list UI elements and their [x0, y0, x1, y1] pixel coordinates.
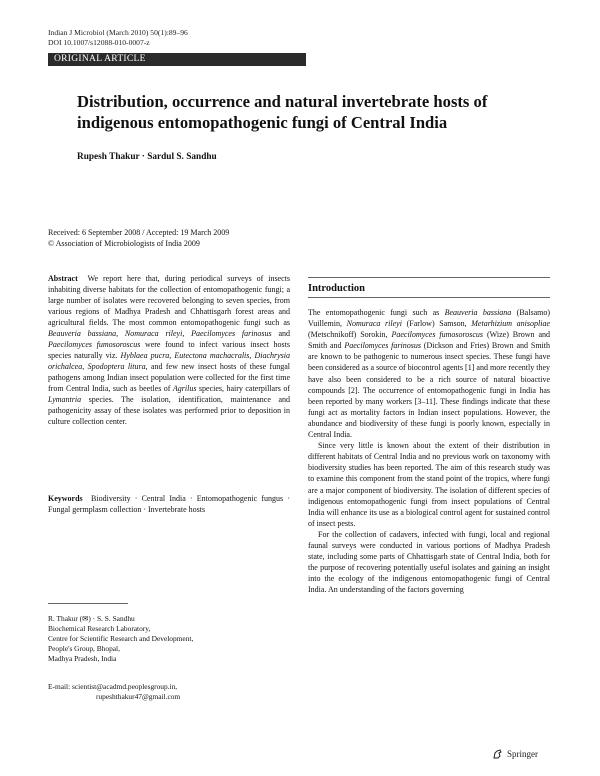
intro-divider-bottom: [308, 297, 550, 298]
email-label: E-mail:: [48, 682, 73, 691]
body-text: (Wize) Brown and Smith and: [308, 330, 551, 351]
species-name: Beauveria bassiana, Nomuraca rileyi, Paecilomyces farinosus: [48, 329, 272, 338]
journal-reference: [48, 28, 188, 48]
introduction-body: [308, 307, 550, 595]
authors: Rupesh Thakur · Sardul S. Sandhu: [77, 152, 217, 162]
affiliation-line: Biochemical Research Laboratory,: [48, 624, 151, 633]
section-banner: ORIGINAL ARTICLE: [48, 53, 306, 66]
abstract-text: , and few new insect hosts of these fungal pathogens among Indian insect population were collected for the first time from Central India, such as beetles of: [48, 362, 290, 393]
copyright: © Association of Microbiologists of India 2009: [48, 239, 200, 248]
keywords-label: Keywords: [48, 494, 83, 503]
email-link[interactable]: rupeshthakur47@gmail.com: [96, 692, 181, 701]
keywords-text: Biodiversity · Central India · Entomopathogenic fungus · Fungal germplasm collection · Invertebrate hosts: [48, 494, 290, 514]
abstract-text: species. The isolation, identification, maintenance and pathogenicity assay of these isolates was performed prior to deposition in culture collection center.: [48, 395, 290, 426]
abstract: [48, 273, 290, 427]
body-text: (Metschnikoff) Sorokin,: [308, 330, 392, 340]
title-line-2: indigenous entomopathogenic fungi of Central India: [77, 113, 448, 132]
journal-citation: Indian J Microbiol (March 2010) 50(1):89–96: [48, 28, 188, 37]
affiliation-line: Madhya Pradesh, India: [48, 654, 117, 663]
affiliation-line: Centre for Scientific Research and Development,: [48, 634, 194, 643]
body-text: (Farlow) Samson,: [401, 319, 472, 329]
publisher-logo: [492, 748, 538, 760]
affiliation-line: People's Group, Bhopal,: [48, 644, 120, 653]
abstract-text: species, hairy caterpillars of: [196, 384, 290, 393]
affiliation: [48, 614, 290, 702]
intro-divider-top: [308, 277, 550, 278]
species-name: Paecilomyces fumosoroscus: [391, 330, 484, 340]
abstract-label: Abstract: [48, 274, 78, 283]
body-text: The entomopathogenic fungi such as: [308, 308, 445, 317]
body-text: (Balsamo) Vuillemin,: [308, 308, 551, 329]
affiliation-names: R. Thakur (✉) · S. S. Sandhu: [48, 614, 135, 623]
abstract-text: and: [271, 329, 290, 338]
species-name: Hyblaea pucra, Eutectona machacralis, Diachrysia orichalcea, Spodoptera litura: [48, 351, 290, 371]
species-name: Agrilus: [172, 384, 197, 393]
keywords: [48, 493, 290, 515]
doi: DOI 10.1007/s12088-010-0007-z: [48, 38, 150, 47]
paragraph: [308, 307, 550, 440]
title-line-1: Distribution, occurrence and natural invertebrate hosts of: [77, 92, 488, 111]
footnote-divider: [48, 603, 128, 604]
springer-horse-icon: [492, 748, 504, 760]
paragraph: For the collection of cadavers, infected with fungi, local and regional faunal surveys were conducted in various portions of Madhya Pradesh state, including some parts of Chhattisgarh state of Central India, both for the purpose of recovering potentially useful isolates and gaining an insight into the ecology of the indigenous entomopathogenic fungi of Central India. An understanding of the factors governing: [308, 529, 550, 595]
species-name: Beauveria bassiana: [444, 308, 512, 317]
dates-block: [48, 227, 229, 249]
paragraph: Since very little is known about the extent of their distribution in different habitats of Central India and no previous work on taxonomy with biodiversity studies has been reported. The aim of this research study was to examine this component from the stand point of the tropics, where fungi are a major component of biodiversity. The isolation of different species of indigenous entomopathogenic fungi from insect populations of Central India will enhance its use as a biological control agent for sustained control of insect pests.: [308, 441, 550, 528]
introduction-heading: Introduction: [308, 283, 365, 294]
body-text: (Dickson and Fries) Brown and Smith are known to be pathogenic to numerous insect species. These fungi have been considered as a source of biocontrol agents [1] and more recently they have also been considered to be a rich source of natural bioactive compounds [2]. The occurrence of entomopathogenic fungi in India has been reported by many workers [3–11]. These findings indicate that these fungi act as mortality factors in Indian insect populations. However, the abundance and biodiversity of these fungi is poorly known, especially in Central India.: [308, 341, 550, 440]
abstract-text: were found to infect various insect hosts species naturally viz.: [48, 340, 290, 360]
publisher-name: Springer: [507, 749, 538, 759]
species-name: Paecilomyces farinosus: [344, 341, 421, 351]
species-name: Metarhizium anisopliae: [471, 319, 550, 329]
received-accepted: Received: 6 September 2008 / Accepted: 19 March 2009: [48, 228, 230, 237]
species-name: Lymantria: [48, 395, 82, 404]
article-title: [77, 91, 537, 133]
species-name: Nomuraca rileyi: [346, 319, 402, 329]
email-link[interactable]: scientist@acadmd.peoplesgroup.in,: [72, 682, 178, 691]
abstract-text: We report here that, during periodical surveys of insects inhabiting diverse habitats for the collection of entomopathogenic fungi; a large number of isolates were recovered belonging to seven species, from various regions of Madhya Pradesh and Chhattisgarh forest areas and agricultural fields. The most common entomopathogenic fungi such as: [48, 274, 290, 327]
species-name: Paecilomyces fumosoroscus: [48, 340, 141, 349]
